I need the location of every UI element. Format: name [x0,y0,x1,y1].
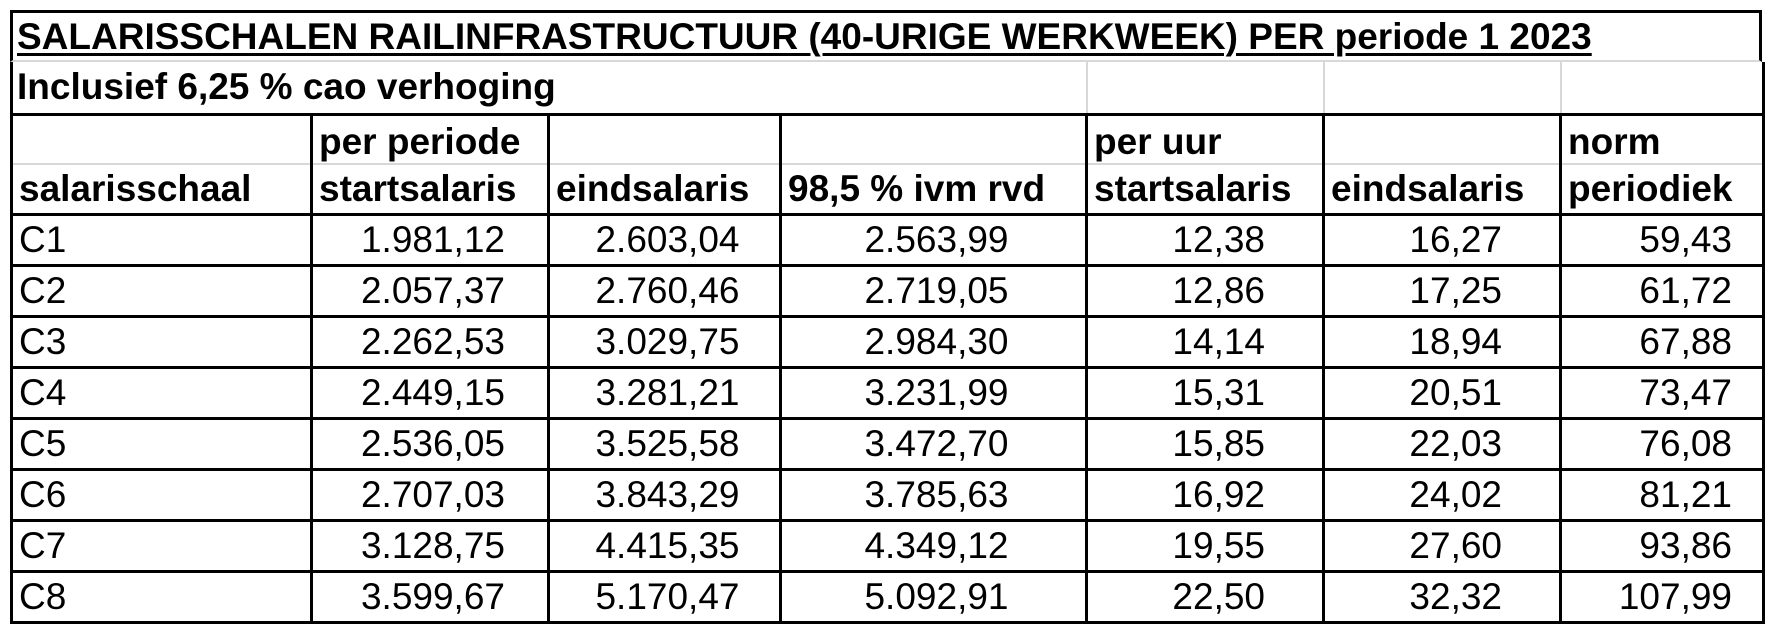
value-cell [1324,520,1561,571]
value-cell [1561,316,1764,367]
value-cell [1324,367,1561,418]
value-cell [549,316,781,367]
header-row-2 [12,164,1764,214]
value-cell [1561,520,1764,571]
cell-value: 15,85 [1172,422,1266,464]
cell-value: 18,94 [1409,320,1503,362]
column-header: 98,5 % ivm rvd [781,164,1087,214]
empty-cell [1324,62,1561,114]
cell-value: 2.707,03 [360,473,505,515]
cell-value: 12,86 [1172,269,1266,311]
column-header: periodiek [1561,164,1764,214]
cell-value: 2.262,53 [360,320,505,362]
cell-value: 3.843,29 [595,473,740,515]
cell-value: 76,08 [1639,422,1733,464]
value-cell [781,520,1087,571]
cell-value: 3.128,75 [360,524,505,566]
value-cell [312,316,549,367]
table-row [12,520,1764,571]
table-row [12,418,1764,469]
value-cell [549,418,781,469]
value-cell [1324,265,1561,316]
cell-value: 59,43 [1639,218,1733,260]
cell-value: 81,21 [1639,473,1733,515]
table-row [12,469,1764,520]
value-cell [549,571,781,622]
table-row [12,265,1764,316]
scale-cell: C6 [12,469,312,520]
cell-value: 2.719,05 [864,269,1009,311]
value-cell [1087,520,1324,571]
cell-value: 3.029,75 [595,320,740,362]
value-cell [1324,418,1561,469]
cell-value: 1.981,12 [360,218,505,260]
scale-cell: C4 [12,367,312,418]
column-header: startsalaris [1087,164,1324,214]
empty-cell [781,62,1087,114]
cell-value: 2.603,04 [595,218,740,260]
value-cell [549,520,781,571]
cell-value: 2.563,99 [864,218,1009,260]
value-cell [312,520,549,571]
scale-cell: C7 [12,520,312,571]
cell-value: 17,25 [1409,269,1503,311]
value-cell [1324,316,1561,367]
column-header: eindsalaris [549,164,781,214]
value-cell [781,265,1087,316]
value-cell [1324,571,1561,622]
value-cell [1087,571,1324,622]
cell-value: 2.536,05 [360,422,505,464]
empty-cell [1087,62,1324,114]
cell-value: 20,51 [1409,371,1503,413]
cell-value: 4.349,12 [864,524,1009,566]
column-header: eindsalaris [1324,164,1561,214]
cell-value: 93,86 [1639,524,1733,566]
cell-value: 12,38 [1172,218,1266,260]
value-cell [1324,214,1561,265]
cell-value: 16,27 [1409,218,1503,260]
value-cell [781,367,1087,418]
value-cell [1561,418,1764,469]
column-header: salarisschaal [12,164,312,214]
value-cell [1087,265,1324,316]
cell-value: 24,02 [1409,473,1503,515]
cell-value: 3.231,99 [864,371,1009,413]
column-header: per uur [1087,114,1324,164]
value-cell [1561,367,1764,418]
value-cell [1087,469,1324,520]
column-header [549,114,781,164]
value-cell [549,469,781,520]
cell-value: 3.599,67 [360,575,505,617]
value-cell [781,214,1087,265]
cell-value: 5.092,91 [864,575,1009,617]
column-header: norm [1561,114,1764,164]
cell-value: 5.170,47 [595,575,740,617]
cell-value: 4.415,35 [595,524,740,566]
cell-value: 67,88 [1639,320,1733,362]
cell-value: 22,50 [1172,575,1266,617]
cell-value: 22,03 [1409,422,1503,464]
cell-value: 2.984,30 [864,320,1009,362]
value-cell [1087,367,1324,418]
value-cell [781,469,1087,520]
value-cell [1561,265,1764,316]
sheet-subtitle: Inclusief 6,25 % cao verhoging [12,62,781,114]
column-header [12,114,312,164]
cell-value: 19,55 [1172,524,1266,566]
column-header: startsalaris [312,164,549,214]
salary-sheet [10,10,1762,624]
value-cell [549,214,781,265]
scale-cell: C3 [12,316,312,367]
value-cell [1087,418,1324,469]
value-cell [549,367,781,418]
cell-value: 16,92 [1172,473,1266,515]
table-row [12,214,1764,265]
value-cell [549,265,781,316]
empty-cell [1561,62,1764,114]
value-cell [781,571,1087,622]
scale-cell: C5 [12,418,312,469]
cell-value: 2.057,37 [360,269,505,311]
value-cell [312,265,549,316]
table-row [12,367,1764,418]
subtitle-row [12,62,1764,114]
table-body [12,214,1764,622]
cell-value: 15,31 [1172,371,1266,413]
scale-cell: C8 [12,571,312,622]
column-header [1324,114,1561,164]
cell-value: 14,14 [1172,320,1266,362]
scale-cell: C1 [12,214,312,265]
value-cell [781,418,1087,469]
table-row [12,316,1764,367]
salary-table [10,62,1765,624]
value-cell [312,418,549,469]
value-cell [781,316,1087,367]
cell-value: 27,60 [1409,524,1503,566]
value-cell [1561,469,1764,520]
header-row-1 [12,114,1764,164]
cell-value: 3.525,58 [595,422,740,464]
value-cell [1561,571,1764,622]
value-cell [312,469,549,520]
cell-value: 73,47 [1639,371,1733,413]
column-header [781,114,1087,164]
value-cell [1087,316,1324,367]
table-row [12,571,1764,622]
value-cell [1087,214,1324,265]
value-cell [1324,469,1561,520]
scale-cell: C2 [12,265,312,316]
cell-value: 32,32 [1409,575,1503,617]
cell-value: 2.760,46 [595,269,740,311]
cell-value: 61,72 [1639,269,1733,311]
cell-value: 107,99 [1618,575,1733,617]
sheet-title: SALARISSCHALEN RAILINFRASTRUCTUUR (40-URIGE WERKWEEK) PER periode 1 2023 [10,10,1762,62]
cell-value: 3.785,63 [864,473,1009,515]
value-cell [312,571,549,622]
column-header: per periode [312,114,549,164]
value-cell [1561,214,1764,265]
cell-value: 3.472,70 [864,422,1009,464]
value-cell [312,367,549,418]
value-cell [312,214,549,265]
cell-value: 2.449,15 [360,371,505,413]
cell-value: 3.281,21 [595,371,740,413]
